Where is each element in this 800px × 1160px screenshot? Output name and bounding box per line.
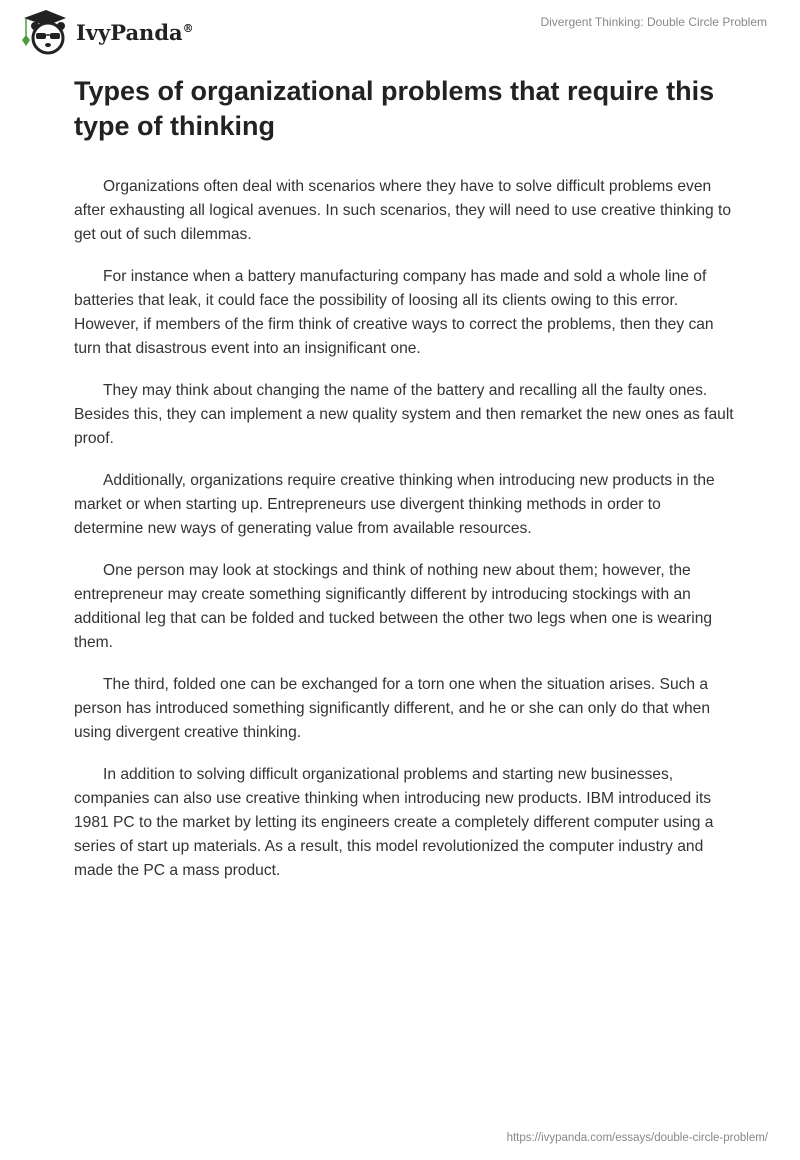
document-title: Divergent Thinking: Double Circle Problem bbox=[540, 15, 767, 29]
section-heading: Types of organizational problems that require this type of thinking bbox=[74, 76, 715, 141]
paragraph: They may think about changing the name of the battery and recalling all the faulty ones. Besides this, they can implement a new quality system and then remarket the new ones as fault proof. bbox=[74, 382, 734, 447]
brand-name: IvyPanda® bbox=[76, 19, 194, 45]
source-url[interactable]: https://ivypanda.com/essays/double-circle-problem/ bbox=[506, 1132, 768, 1144]
paragraph: For instance when a battery manufacturing company has made and sold a whole line of batteries that leak, it could face the possibility of loosing all its clients owing to this error. However, if members of the firm think of creative ways to correct the problems, then they can turn that disastrous event into an insignificant one. bbox=[74, 268, 714, 357]
panda-graduate-icon bbox=[18, 8, 70, 56]
paragraph: Additionally, organizations require creative thinking when introducing new products in the market or when starting up. Entrepreneurs use divergent thinking methods in order to determine new ways of generating value from available resources. bbox=[74, 472, 715, 537]
paragraph: In addition to solving difficult organizational problems and starting new businesses, companies can also use creative thinking when introducing new products. IBM introduced its 1981 PC to the market by letting its engineers create a completely different computer using a series of start up materials. As a result, this model revolutionized the computer industry and made the PC a mass product. bbox=[74, 766, 714, 879]
ivypanda-logo[interactable] bbox=[18, 8, 194, 56]
paragraph: Organizations often deal with scenarios where they have to solve difficult problems even after exhausting all logical avenues. In such scenarios, they will need to use creative thinking to get out of such dilemmas. bbox=[74, 178, 732, 243]
paragraph: The third, folded one can be exchanged for a torn one when the situation arises. Such a person has introduced something significantly different, and he or she can only do that when using divergent creative thinking. bbox=[74, 676, 710, 741]
paragraph: One person may look at stockings and think of nothing new about them; however, the entrepreneur may create something significantly different by introducing stockings with an additional leg that can be folded and tucked between the other two legs when one is wearing them. bbox=[74, 562, 713, 651]
essay-body bbox=[74, 175, 734, 901]
